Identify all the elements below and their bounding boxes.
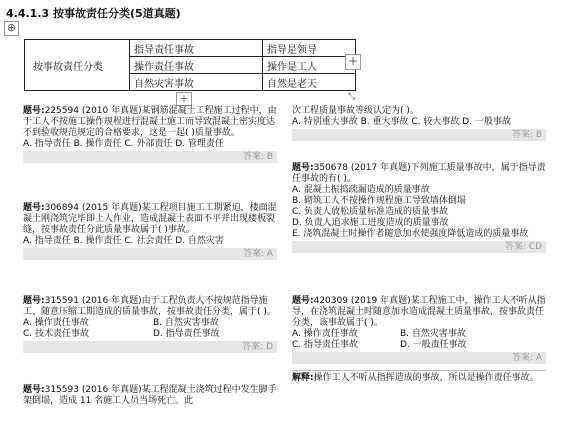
option: D. 指导责任事故 <box>153 329 220 339</box>
option: C. 技术责任事故 <box>23 329 90 339</box>
classification-table <box>24 39 356 91</box>
question-block <box>23 296 277 353</box>
option: D. 负责人追求施工进度造成的质量事故 <box>292 218 449 228</box>
question-label: 题号: <box>23 296 45 306</box>
question-stem <box>23 385 277 407</box>
answer-bar: 答案: CD <box>292 241 546 253</box>
question-text: 306894 (2015 年真题)某工程项目施工工期紧迫，楼面混凝土刚浇筑完毕即上人作业，造成混凝土表面不平并出现楼板裂缝，按事故责任分此质量事故属于( )事故。 <box>23 203 277 235</box>
desc-cell: 自然是老天 <box>263 74 356 91</box>
desc-cell: 指导是领导 <box>263 40 356 57</box>
question-label: 题号: <box>23 203 45 213</box>
question-label: 题号: <box>23 385 45 395</box>
add-row-icon[interactable]: + <box>176 92 192 106</box>
option: B. 自然灾害事故 <box>153 318 219 328</box>
table-move-icon[interactable]: ⊕ <box>4 21 19 36</box>
question-stem <box>23 106 277 139</box>
type-cell: 操作责任事故 <box>130 57 263 74</box>
question-text: 225594 (2010 年真题)某钢筋混凝土工程施工过程中，由于工人不按施工操作规程进行混凝土施工而导致混凝土密实度达不到验收规范规定的合格要求，这是一起( )质量事故。 <box>23 106 277 138</box>
question-options <box>292 329 546 340</box>
explanation <box>292 370 546 384</box>
question-block <box>23 106 277 163</box>
table-row <box>25 40 356 57</box>
option: B. 自然灾害事故 <box>400 329 466 339</box>
desc-cell: 操作是工人 <box>263 57 356 74</box>
explanation-text: 操作工人不听从指挥造成的事故，所以是操作责任事故。 <box>313 373 539 383</box>
question-block <box>292 163 546 253</box>
option: E. 浇筑混凝土时操作者随意加水使强度降低造成的质量事故 <box>292 229 529 239</box>
answer-bar: 答案: B <box>23 151 277 163</box>
option: A. 混凝土振捣疏漏造成的质量事故 <box>292 185 430 195</box>
question-options: A. 特别重大事故 B. 重大事故 C. 较大事故 D. 一般事故 <box>292 117 511 127</box>
question-block <box>292 106 546 141</box>
answer-bar: 答案: A <box>23 248 277 260</box>
option: A. 操作责任事故 <box>23 318 89 328</box>
question-text: 315593 (2016 年真题)某工程混凝土浇筑过程中发生脚手架倒塌，造成 11 名施工人员当场死亡。此 <box>23 385 277 406</box>
question-block <box>23 203 277 260</box>
add-column-icon[interactable]: + <box>345 54 361 70</box>
question-stem-continued: 次工程质量事故等级认定为( )。 <box>292 106 419 116</box>
question-stem <box>292 296 546 329</box>
type-cell: 自然灾害事故 <box>130 74 263 91</box>
question-text: 350678 (2017 年真题)下列施工质量事故中，属于指导责任事故的有( )。 <box>292 163 546 184</box>
question-text: 420309 (2019 年真题)某工程施工中，操作工人不听从指导，在浇筑混凝土时随意加水造成混凝土质量事故，按事故责任分类，该事故属于( )。 <box>292 296 546 328</box>
question-stem <box>292 163 546 185</box>
table-resize-icon[interactable]: ⤡ <box>348 92 356 102</box>
option: C. 负责人放松质量标准造成的质量事故 <box>292 207 449 217</box>
question-stem <box>23 203 277 236</box>
question-options <box>23 318 277 329</box>
question-options: A. 指导责任 B. 操作责任 C. 社会责任 D. 自然灾害 <box>23 236 224 246</box>
explanation-label: 解释: <box>292 373 314 383</box>
question-label: 题号: <box>23 106 45 116</box>
question-label: 题号: <box>292 163 314 173</box>
type-cell: 指导责任事故 <box>130 40 263 57</box>
option: A. 操作责任事故 <box>292 329 358 339</box>
question-block <box>292 296 546 384</box>
question-options <box>23 329 277 340</box>
question-options: A. 指导责任 B. 操作责任 C. 外部责任 D. 管理责任 <box>23 139 224 149</box>
option: D. 一般责任事故 <box>400 340 467 350</box>
question-label: 题号: <box>292 296 314 306</box>
answer-bar: 答案: A <box>292 352 546 364</box>
section-heading: 4.4.1.3 按事故责任分类(5道真题) <box>6 7 181 20</box>
question-stem <box>23 296 277 318</box>
row-header-cell: 按事故责任分类 <box>25 40 130 91</box>
option: B. 砌筑工人不按操作规程施工导致墙体倒塌 <box>292 196 466 206</box>
question-options <box>292 340 546 351</box>
option: C. 指导责任事故 <box>292 340 359 350</box>
question-block <box>23 385 277 407</box>
answer-bar: 答案: D <box>23 341 277 353</box>
answer-bar: 答案: B <box>292 129 546 141</box>
question-text: 315591 (2016 年真题)由于工程负责人不按规范指导施工、随意压缩工期造成的质量事故，按事故责任分类，属于( )。 <box>23 296 276 317</box>
